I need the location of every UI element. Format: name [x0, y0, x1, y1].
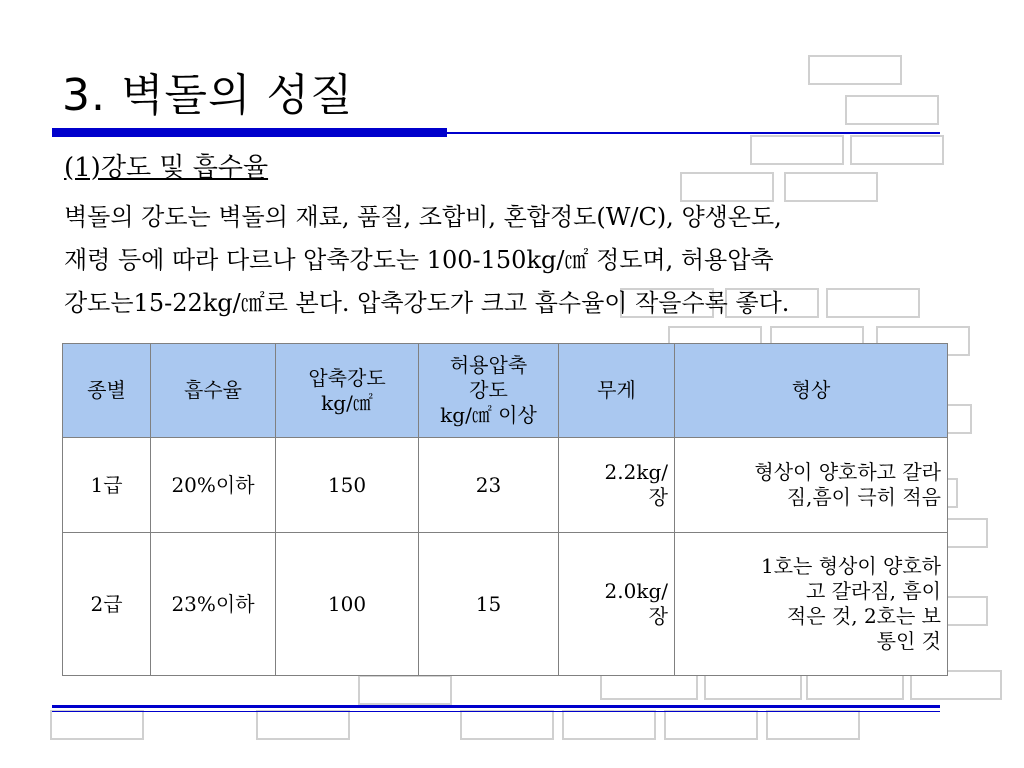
slide-title: 3. 벽돌의 성질 — [62, 70, 354, 121]
cell-weight: 2.0kg/ 장 — [559, 533, 675, 676]
cell-absorption: 20%이하 — [151, 438, 276, 533]
header-shape: 형상 — [675, 344, 948, 438]
brick-decoration — [750, 135, 844, 165]
brick-decoration — [256, 710, 350, 740]
cell-compressive: 150 — [276, 438, 419, 533]
footer-rule-thin — [52, 711, 940, 712]
brick-decoration — [766, 710, 860, 740]
brick-decoration — [664, 710, 758, 740]
header-compressive-strength: 압축강도 kg/㎠ — [276, 344, 419, 438]
header-allowable-strength: 허용압축 강도 kg/㎠ 이상 — [419, 344, 559, 438]
cell-allowable: 23 — [419, 438, 559, 533]
body-paragraph — [64, 196, 964, 325]
cell-weight: 2.2kg/ 장 — [559, 438, 675, 533]
section-subtitle: (1)강도 및 흡수율 — [64, 153, 269, 183]
title-underline-thin — [447, 132, 940, 134]
paragraph-line: 벽돌의 강도는 벽돌의 재료, 품질, 조합비, 혼합정도(W/C), 양생온도, — [64, 203, 782, 231]
brick-decoration — [358, 675, 452, 705]
header-grade: 종별 — [63, 344, 151, 438]
cell-grade: 2급 — [63, 533, 151, 676]
brick-decoration — [850, 135, 944, 165]
brick-spec-table — [62, 343, 948, 676]
title-underline-thick — [52, 128, 447, 137]
header-absorption: 흡수율 — [151, 344, 276, 438]
brick-decoration — [562, 710, 656, 740]
cell-allowable: 15 — [419, 533, 559, 676]
paragraph-line: 재령 등에 따라 다르나 압축강도는 100-150kg/㎠ 정도며, 허용압축 — [64, 246, 774, 274]
brick-decoration — [808, 55, 902, 85]
cell-compressive: 100 — [276, 533, 419, 676]
table-header-row — [63, 344, 948, 438]
cell-absorption: 23%이하 — [151, 533, 276, 676]
cell-shape: 1호는 형상이 양호하 고 갈라짐, 흠이 적은 것, 2호는 보 통인 것 — [675, 533, 948, 676]
header-weight: 무게 — [559, 344, 675, 438]
table-row — [63, 438, 948, 533]
brick-decoration — [845, 95, 939, 125]
footer-rule — [52, 705, 940, 708]
brick-decoration — [50, 710, 144, 740]
paragraph-line: 강도는15-22kg/㎠로 본다. 압축강도가 크고 흡수율이 작을수록 좋다. — [64, 289, 790, 317]
cell-shape: 형상이 양호하고 갈라 짐,흠이 극히 적음 — [675, 438, 948, 533]
cell-grade: 1급 — [63, 438, 151, 533]
brick-decoration — [460, 710, 554, 740]
table-row — [63, 533, 948, 676]
